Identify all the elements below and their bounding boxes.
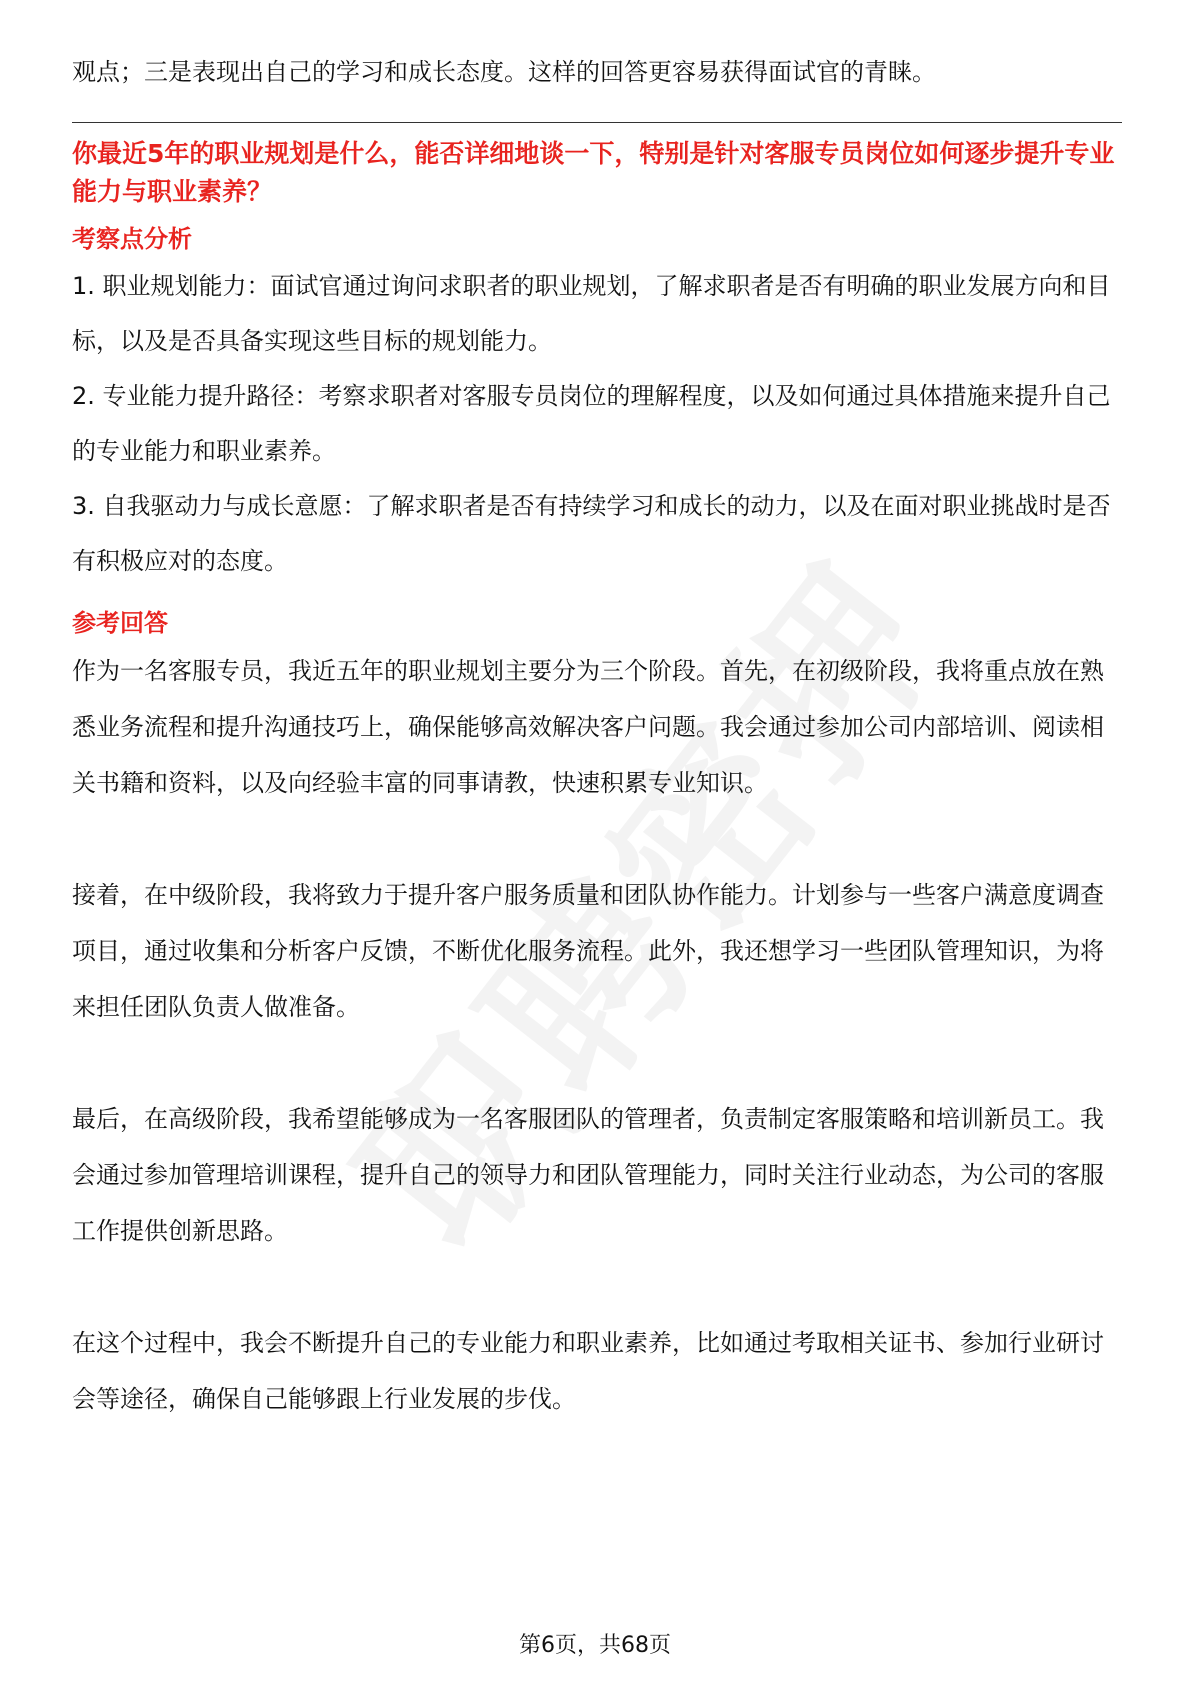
paragraph-spacer (72, 1035, 1122, 1091)
answer-paragraph-2: 接着，在中级阶段，我将致力于提升客户服务质量和团队协作能力。计划参与一些客户满意度调查项目，通过收集和分析客户反馈，不断优化服务流程。此外，我还想学习一些团队管理知识，为将来担任团队负责人做准备。 (72, 881, 1104, 1021)
divider (72, 122, 1122, 123)
page-number-footer: 第6页，共68页 (519, 1633, 671, 1658)
analysis-heading: 考察点分析 (72, 225, 192, 253)
paragraph-spacer (72, 811, 1122, 867)
analysis-item-1: 1. 职业规划能力：面试官通过询问求职者的职业规划，了解求职者是否有明确的职业发展方向和目标，以及是否具备实现这些目标的规划能力。 (72, 272, 1111, 355)
analysis-item-3: 3. 自我驱动力与成长意愿：了解求职者是否有持续学习和成长的动力，以及在面对职业挑战时是否有积极应对的态度。 (72, 492, 1111, 575)
answer-paragraph-1: 作为一名客服专员，我近五年的职业规划主要分为三个阶段。首先，在初级阶段，我将重点放在熟悉业务流程和提升沟通技巧上，确保能够高效解决客户问题。我会通过参加公司内部培训、阅读相关书籍和资料，以及向经验丰富的同事请教，快速积累专业知识。 (72, 657, 1104, 797)
question-heading: 你最近5年的职业规划是什么，能否详细地谈一下，特别是针对客服专员岗位如何逐步提升专业能力与职业素养？ (72, 139, 1115, 206)
paragraph-spacer (72, 1259, 1122, 1315)
answer-paragraph-3: 最后，在高级阶段，我希望能够成为一名客服团队的管理者，负责制定客服策略和培训新员工。我会通过参加管理培训课程，提升自己的领导力和团队管理能力，同时关注行业动态，为公司的客服工作提供创新思路。 (72, 1105, 1104, 1245)
answer-paragraph-4: 在这个过程中，我会不断提升自己的专业能力和职业素养，比如通过考取相关证书、参加行业研讨会等途径，确保自己能够跟上行业发展的步伐。 (72, 1329, 1104, 1413)
page-content (72, 48, 1122, 1427)
answer-heading: 参考回答 (72, 609, 168, 637)
analysis-item-2: 2. 专业能力提升路径：考察求职者对客服专员岗位的理解程度，以及如何通过具体措施来提升自己的专业能力和职业素养。 (72, 382, 1111, 465)
top-paragraph: 观点；三是表现出自己的学习和成长态度。这样的回答更容易获得面试官的青睐。 (72, 58, 936, 86)
